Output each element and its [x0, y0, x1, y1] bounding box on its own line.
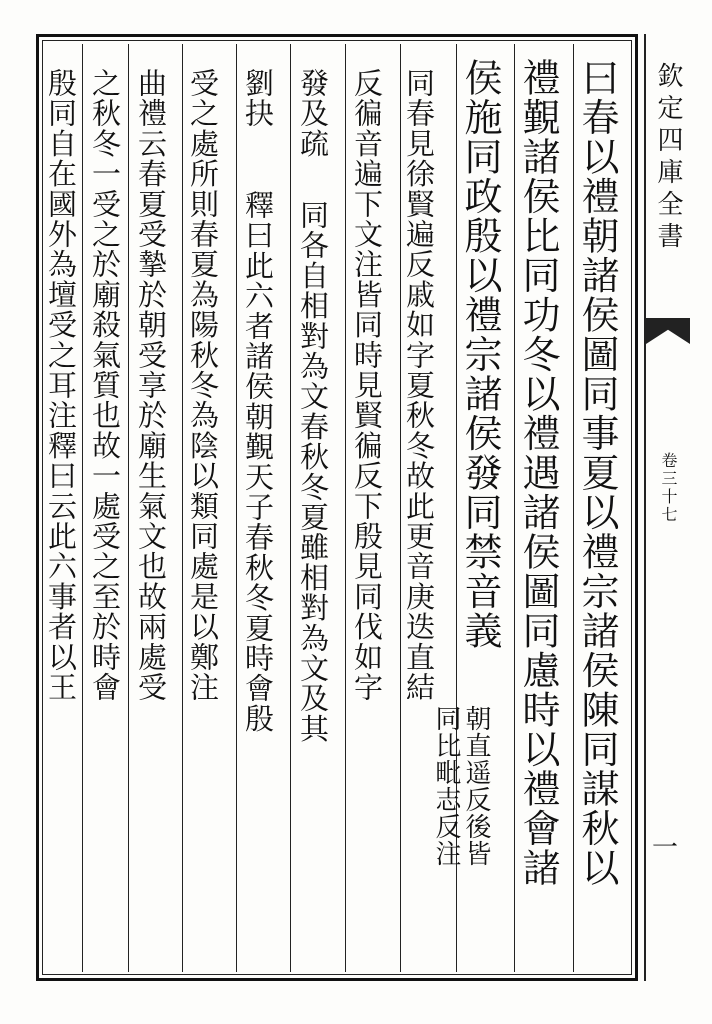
column-rule: [400, 44, 401, 972]
column-rule: [573, 44, 574, 972]
fishtail-mark: [646, 318, 690, 344]
commentary-column-7: 之秋冬一受之於廟殺氣質也故一處受之至於時會: [88, 68, 122, 703]
margin-divider: [644, 34, 646, 981]
text-column-3: 侯施同政殷以禮宗諸侯發同禁音義: [458, 58, 502, 651]
inline-note-left: 同比毗志反注: [431, 705, 461, 867]
column-rule: [182, 44, 183, 972]
commentary-column-3-head: 發及疏: [296, 68, 330, 159]
margin-volume-label: 卷三十七: [659, 452, 678, 524]
column-rule: [514, 44, 515, 972]
commentary-column-1: 同春見徐賢遍反戚如字夏秋冬故此更音庚迭直結: [402, 68, 436, 703]
margin-page-number: 一: [652, 833, 679, 863]
column-rule: [82, 44, 83, 972]
column-rule: [236, 44, 237, 972]
text-column-2: 禮覲諸侯比同功冬以禮遇諸侯圖同慮時以禮會諸: [516, 58, 560, 888]
commentary-column-2: 反徧音遍下文注皆同時見賢徧反下殷見同伐如字: [350, 68, 384, 703]
commentary-column-6: 曲禮云春夏受摯於朝受享於廟生氣文也故兩處受: [134, 68, 168, 703]
commentary-column-4-body: 釋曰此六者諸侯朝覲天子春秋冬夏時會殷: [241, 190, 275, 734]
text-column-1: 曰春以禮朝諸侯圖同事夏以禮宗諸侯陳同謀秋以: [575, 58, 619, 888]
margin-book-title: 欽定四庫全書: [653, 62, 683, 254]
inline-note-right: 朝直遥反後皆: [461, 705, 491, 867]
column-rule: [345, 44, 346, 972]
commentary-column-5: 受之處所則春夏為陽秋冬為陰以類同處是以鄭注: [186, 68, 220, 703]
commentary-column-3-body: 同各自相對為文春秋冬夏雖相對為文及其: [296, 200, 330, 744]
commentary-column-4-head: 劉抉: [241, 68, 275, 129]
column-rule: [128, 44, 129, 972]
commentary-column-8: 殷同自在國外為壇受之耳注釋曰云此六事者以王: [44, 68, 78, 703]
column-rule: [290, 44, 291, 972]
